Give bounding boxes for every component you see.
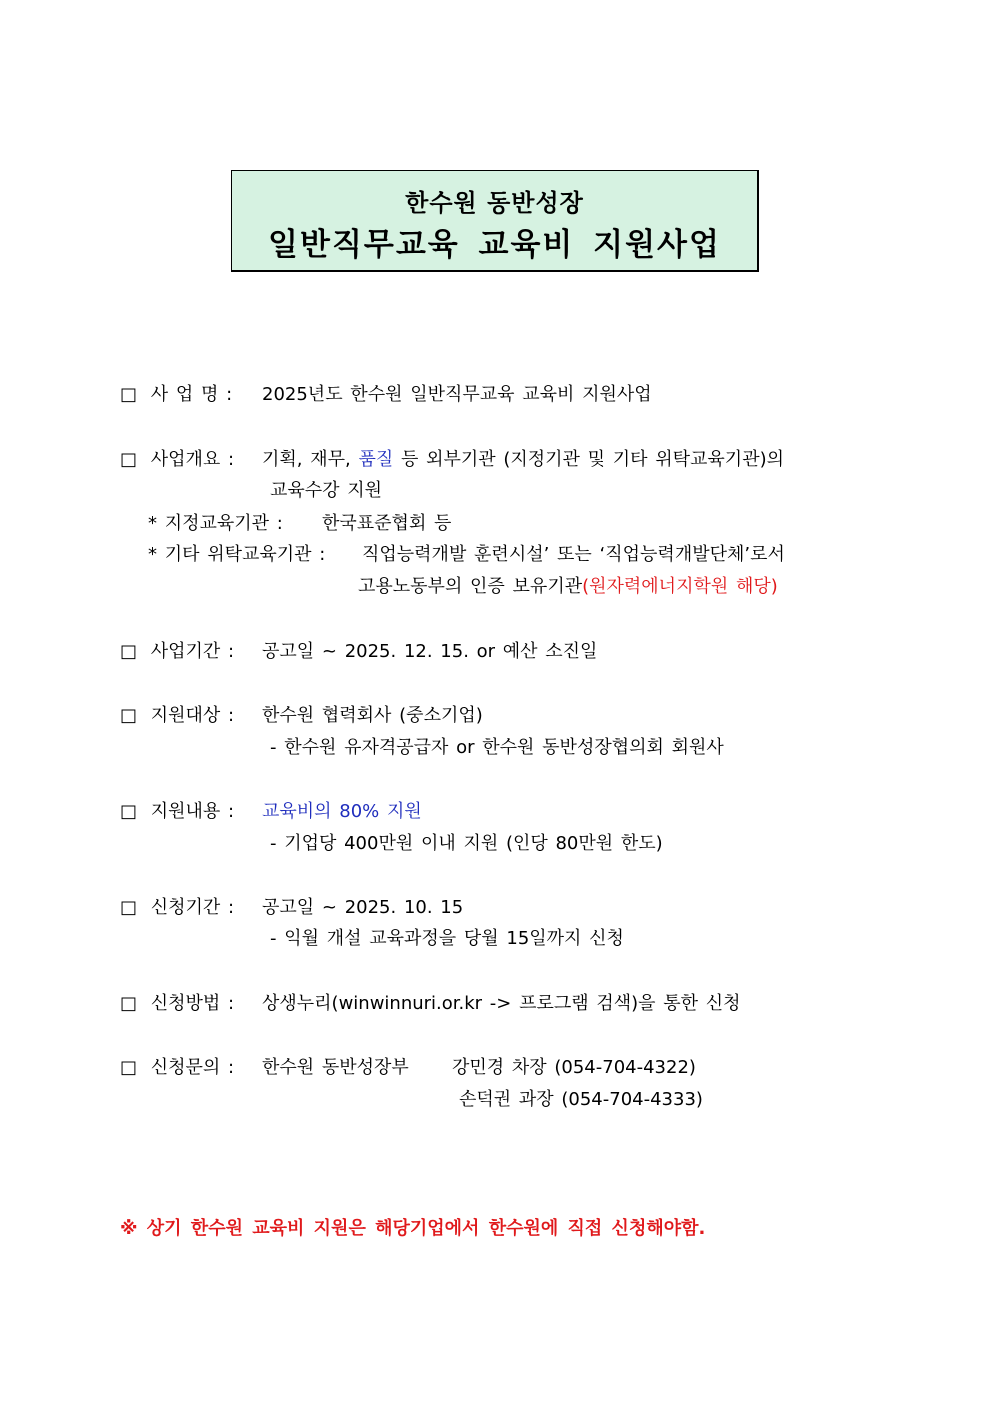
item-period xyxy=(120,640,234,664)
item-label: 신청방법 : xyxy=(150,993,235,1014)
note1-value: 한국표준협회 등 xyxy=(322,513,452,534)
item-sub: - 한수원 유자격공급자 or 한수원 동반성장협의회 회원사 xyxy=(270,737,724,758)
checkbox-icon: □ xyxy=(120,705,138,726)
item-value: 2025년도 한수원 일반직무교육 교육비 지원사업 xyxy=(262,384,652,405)
item-value: 상생누리(winwinnuri.or.kr -> 프로그램 검색)을 통한 신청 xyxy=(262,993,741,1014)
item-label: 신청문의 : xyxy=(150,1057,235,1078)
overview-line2: 교육수강 지원 xyxy=(270,480,383,501)
item-label: 사업기간 : xyxy=(150,641,235,662)
checkbox-icon: □ xyxy=(120,449,138,470)
item-value: 공고일 ~ 2025. 12. 15. or 예산 소진일 xyxy=(262,641,598,662)
checkbox-icon: □ xyxy=(120,897,138,918)
item-value: 공고일 ~ 2025. 10. 15 xyxy=(262,897,464,918)
item-contact xyxy=(120,1056,234,1080)
checkbox-icon: □ xyxy=(120,384,138,405)
item-value: 교육비의 80% 지원 xyxy=(262,801,422,822)
item-overview xyxy=(120,448,234,472)
checkbox-icon: □ xyxy=(120,801,138,822)
item-content xyxy=(120,800,234,824)
title-box xyxy=(231,170,759,272)
title-line1: 한수원 동반성장 xyxy=(405,189,584,217)
note2-line2 xyxy=(358,575,778,599)
note2-label: * 기타 위탁교육기관 : xyxy=(148,544,326,565)
note2-highlight: (원자력에너지학원 해당) xyxy=(582,576,778,597)
item-apply-period xyxy=(120,896,234,920)
checkbox-icon: □ xyxy=(120,1057,138,1078)
contact-dept: 한수원 동반성장부 xyxy=(262,1057,409,1078)
title-line2: 일반직무교육 교육비 지원사업 xyxy=(268,227,721,263)
note2-line2-text: 고용노동부의 인증 보유기관 xyxy=(358,576,583,597)
overview-post: 등 외부기관 (지정기관 및 기타 위탁교육기관)의 xyxy=(400,449,784,470)
item-value xyxy=(262,448,784,472)
note1-label: * 지정교육기관 : xyxy=(148,513,283,534)
note2-value: 직업능력개발 훈련시설’ 또는 ‘직업능력개발단체’로서 xyxy=(362,544,785,565)
contact-person2: 손덕권 과장 (054-704-4333) xyxy=(459,1089,703,1110)
item-label: 사 업 명 : xyxy=(150,384,233,405)
item-apply-method xyxy=(120,992,234,1016)
item-label: 사업개요 : xyxy=(150,449,235,470)
checkbox-icon: □ xyxy=(120,641,138,662)
item-target xyxy=(120,704,234,728)
item-label: 지원내용 : xyxy=(150,801,235,822)
item-label: 지원대상 : xyxy=(150,705,235,726)
item-sub: - 익월 개설 교육과정을 당월 15일까지 신청 xyxy=(270,928,624,949)
item-label: 신청기간 : xyxy=(150,897,235,918)
overview-pre: 기획, 재무, xyxy=(262,449,351,470)
item-sub: - 기업당 400만원 이내 지원 (인당 80만원 한도) xyxy=(270,833,663,854)
checkbox-icon: □ xyxy=(120,993,138,1014)
item-value: 한수원 협력회사 (중소기업) xyxy=(262,705,483,726)
overview-highlight: 품질 xyxy=(358,449,394,470)
notice: ※ 상기 한수원 교육비 지원은 해당기업에서 한수원에 직접 신청해야함. xyxy=(120,1218,706,1239)
contact-person1: 강민경 차장 (054-704-4322) xyxy=(452,1057,696,1078)
item-name xyxy=(120,383,232,407)
